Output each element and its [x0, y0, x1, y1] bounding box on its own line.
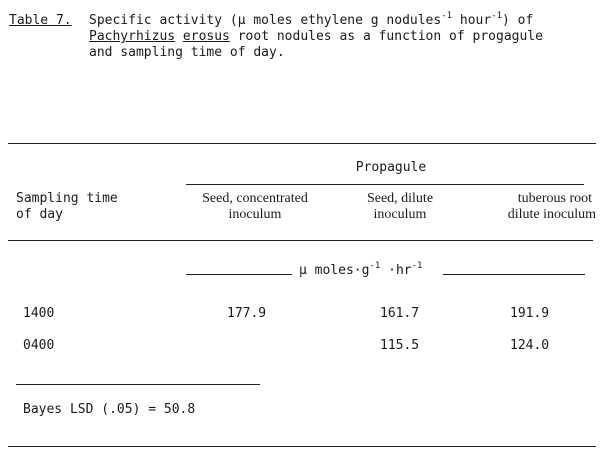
caption-text: Specific activity (μ moles ethylene g nodules: [89, 13, 442, 28]
row-1400-value-3: 191.9: [510, 306, 550, 321]
caption-genus: Pachyrhizus: [89, 29, 176, 44]
caption-line-2: [89, 29, 543, 45]
caption-text: hour: [452, 13, 492, 28]
column-header-1-line-2: inoculum: [228, 207, 282, 222]
column-header-3-line-2: dilute inoculum: [507, 207, 596, 222]
units-text: μ moles·g: [299, 263, 370, 278]
caption-line-3: and sampling time of day.: [89, 45, 285, 60]
column-header-2-line-2: inoculum: [373, 207, 427, 222]
table-label: Table 7.: [9, 13, 72, 28]
units-rule-left: [186, 274, 292, 275]
column-header-2-line-1: Seed, dilute: [366, 191, 434, 206]
footnote-rule: [16, 384, 260, 385]
row-1400-value-1: 177.9: [227, 306, 267, 321]
row-0400-time: 0400: [23, 338, 55, 353]
caption-superscript: -1: [441, 11, 453, 21]
row-0400-value-2: 115.5: [380, 338, 420, 353]
stub-header-line-1: Sampling time: [16, 191, 118, 206]
caption-line-1: [89, 13, 533, 29]
units-text: ·hr: [380, 263, 412, 278]
spanner-heading: Propagule: [355, 160, 427, 175]
row-0400-value-3: 124.0: [510, 338, 550, 353]
column-header-1-line-1: Seed, concentrated: [202, 191, 308, 206]
units-rule-right: [443, 274, 585, 275]
lsd-footnote: Bayes LSD (.05) = 50.8: [23, 402, 196, 417]
bottom-rule: [8, 446, 596, 447]
caption-text: ) of: [502, 13, 534, 28]
header-rule: [8, 240, 593, 241]
spanner-rule: [186, 184, 584, 185]
top-rule: [8, 143, 596, 144]
caption-superscript: -1: [491, 11, 503, 21]
column-header-3-line-1: tuberous root: [517, 191, 592, 206]
row-1400-time: 1400: [23, 306, 55, 321]
units-label: [299, 263, 422, 279]
stub-header-line-2: of day: [16, 207, 63, 222]
row-1400-value-2: 161.7: [380, 306, 420, 321]
caption-species: erosus: [182, 29, 230, 44]
units-superscript: -1: [369, 261, 381, 271]
caption-text: root nodules as a function of progagule: [229, 29, 543, 44]
units-superscript: -1: [411, 261, 423, 271]
